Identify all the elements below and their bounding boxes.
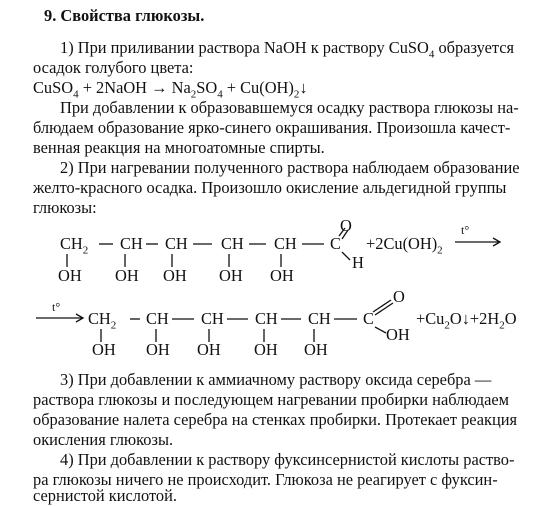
hydroxyl-group: OH [92, 340, 116, 359]
para4-line1: 3) При добавлении к аммиачному раствору оксида серебра — [60, 370, 492, 389]
hydroxyl-group: OH [197, 340, 221, 359]
para5-line2: ра глюкозы ничего не происходит. Глюкоза не реагирует с фуксин- [33, 470, 498, 489]
carboxyl-carbon: C [363, 309, 374, 328]
ch-group: CH [120, 234, 143, 253]
heat-condition: t° [52, 300, 61, 314]
hydroxyl-group: OH [146, 340, 170, 359]
carboxyl-hydroxyl: OH [386, 325, 410, 344]
aldehyde-oxygen: O [340, 216, 352, 235]
hydroxyl-group: OH [304, 340, 328, 359]
para2-line3: венная реакция на многоатомные спирты. [33, 138, 325, 157]
hydroxyl-group: OH [219, 266, 243, 285]
ch2-group: $CH_2$ [60, 234, 89, 257]
para3-line3: глюкозы: [33, 198, 97, 217]
hydroxyl-group: OH [163, 266, 187, 285]
hydroxyl-group: OH [58, 266, 82, 285]
para4-line3: образование налета серебра на стенках пробирки. Протекает реакция [33, 410, 518, 429]
copper-hydroxide-reagent: $+2Cu(OH)_2$ [366, 234, 443, 257]
ch-group: CH [255, 309, 278, 328]
para1-line1: 1) При приливании раствора NaOH к раствору CuSO$_4$ образуется [60, 38, 515, 61]
single-bond [375, 327, 386, 333]
heat-condition: t° [461, 223, 470, 237]
ch-group: CH [308, 309, 331, 328]
para5-line1: 4) При добавлении к раствору фуксинсернистой кислоты раство- [60, 450, 515, 469]
aldehyde-carbon: C [330, 234, 341, 253]
ch-group: CH [274, 234, 297, 253]
ch2-group: $CH_2$ [88, 309, 117, 332]
hydroxyl-group: OH [254, 340, 278, 359]
ch-group: CH [201, 309, 224, 328]
single-bond [342, 252, 350, 260]
ch-group: CH [165, 234, 188, 253]
hydroxyl-group: OH [115, 266, 139, 285]
ch-group: CH [221, 234, 244, 253]
para4-line2: раствора глюкозы и последующем нагревании пробирки наблюдаем [33, 390, 510, 409]
para2-line1: При добавлении к образовавшемуся осадку раствора глюкозы на- [60, 98, 519, 117]
ch-group: CH [146, 309, 169, 328]
para3-line1: 2) При нагревании полученного раствора наблюдаем образование [60, 158, 520, 177]
section-title: 9. Свойства глюкозы. [44, 6, 205, 25]
reaction-products: $+Cu_2O↓+2H_2O$ [416, 309, 517, 332]
para3-line2: желто-красного осадка. Произошло окисление альдегидной группы [33, 178, 507, 197]
para2-line2: блюдаем образование ярко-синего окрашивания. Произошла качест- [33, 118, 511, 137]
equation-1: CuSO$_4$ + 2NaOH → $Na_2SO_4$ + $Cu(OH)_2↓$ [33, 78, 308, 101]
carboxyl-oxygen: O [393, 287, 405, 306]
aldehyde-hydrogen: H [352, 253, 364, 272]
para5-line3: сернистой кислотой. [33, 486, 177, 505]
hydroxyl-group: OH [270, 266, 294, 285]
para1-line2: осадок голубого цвета: [33, 58, 194, 77]
para4-line4: окисления глюкозы. [33, 430, 174, 449]
